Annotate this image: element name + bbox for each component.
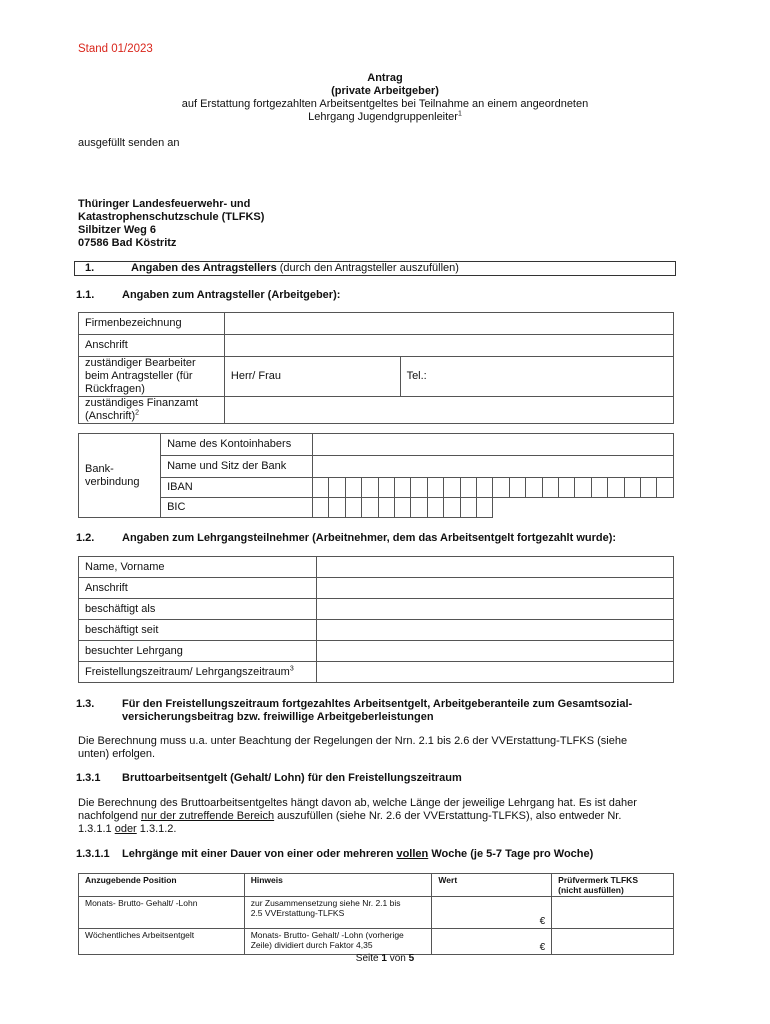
bic-digit[interactable] [394, 498, 410, 518]
bank-label: Bank- verbindung [79, 434, 161, 518]
footnote-ref-2: 2 [135, 409, 140, 417]
bic-label: BIC [161, 498, 313, 518]
bic-digit[interactable] [312, 498, 328, 518]
page-footer: Seite 1 von 5 [355, 953, 415, 964]
section-title: Angaben zum Lehrgangsteilnehmer (Arbeitnehmer, dem das Arbeitsentgelt fortgezahlt wurde): [122, 532, 617, 544]
account-holder-input[interactable] [312, 434, 673, 456]
title-line-1: Antrag [367, 72, 403, 84]
form-title [0, 72, 770, 124]
iban-digit[interactable] [312, 478, 328, 498]
participant-input[interactable] [316, 641, 673, 662]
row-check [552, 929, 674, 955]
contact-tel-input[interactable] [400, 357, 673, 397]
row-check [552, 897, 674, 929]
section-title-line: versicherungsbeitrag bzw. freiwillige Arbeitgeberleistungen [122, 711, 434, 723]
section-title-line: Für den Freistellungszeitraum fortgezahltes Arbeitsentgelt, Arbeitgeberanteile zum Gesamtsozial- [122, 698, 633, 710]
iban-digit[interactable] [378, 478, 394, 498]
iban-digit[interactable] [591, 478, 607, 498]
bank-table [78, 433, 674, 518]
iban-digit[interactable] [362, 478, 378, 498]
participant-label: Anschrift [79, 578, 317, 599]
bic-empty [493, 498, 674, 518]
bic-digit[interactable] [345, 498, 361, 518]
participant-input[interactable] [316, 599, 673, 620]
address-label: Anschrift [79, 335, 225, 357]
bic-digit[interactable] [362, 498, 378, 518]
recipient-address [78, 198, 264, 250]
bic-digit[interactable] [476, 498, 492, 518]
header-value: Wert [432, 874, 552, 897]
herr-frau-label: Herr/ Frau [230, 370, 282, 382]
title-line-2: (private Arbeitgeber) [331, 85, 439, 97]
firm-label: Firmenbezeichnung [79, 313, 225, 335]
iban-digit[interactable] [558, 478, 574, 498]
title-line-4: Lehrgang Jugendgruppenleiter$^1$ [308, 110, 462, 123]
section-1-header [74, 261, 676, 276]
tax-office-input[interactable] [224, 397, 673, 424]
section-1-3-heading [76, 698, 716, 728]
section-title: Angaben des Antragstellers (durch den Antragsteller auszufüllen) [131, 262, 459, 274]
title-line-3: auf Erstattung fortgezahlten Arbeitsentgeltes bei Teilnahme an einem angeordneten [181, 98, 589, 110]
iban-digit[interactable] [575, 478, 591, 498]
header-hint: Hinweis [244, 874, 432, 897]
iban-digit[interactable] [476, 478, 492, 498]
euro-sign: € [539, 942, 546, 953]
firm-input[interactable] [224, 313, 673, 335]
iban-digit[interactable] [444, 478, 460, 498]
account-holder-label: Name des Kontoinhabers [161, 434, 313, 456]
address-input[interactable] [224, 335, 673, 357]
iban-digit[interactable] [526, 478, 542, 498]
address-line: 07586 Bad Köstritz [78, 237, 177, 249]
participant-table [78, 556, 674, 683]
bic-digit[interactable] [444, 498, 460, 518]
section-number: 1.3.1.1 [76, 848, 110, 860]
header-check: Prüfvermerk TLFKS (nicht ausfüllen) [552, 874, 674, 897]
section-number: 1.2. [76, 532, 95, 544]
bank-name-input[interactable] [312, 456, 673, 478]
iban-digit[interactable] [657, 478, 674, 498]
iban-digit[interactable] [493, 478, 509, 498]
page-total: 5 [408, 953, 415, 964]
iban-digit[interactable] [608, 478, 624, 498]
row-position: Wöchentliches Arbeitsentgelt [79, 929, 245, 955]
calc-table [78, 873, 674, 955]
employer-table [78, 312, 674, 424]
participant-label: Name, Vorname [79, 557, 317, 578]
bic-digit[interactable] [460, 498, 476, 518]
bic-digit[interactable] [329, 498, 345, 518]
contact-label: zuständiger Bearbeiter beim Antragsteller (für Rückfragen) [79, 357, 225, 397]
address-line: Katastrophenschutzschule (TLFKS) [78, 211, 265, 223]
stand-date: Stand 01/2023 [78, 43, 153, 55]
bic-digit[interactable] [427, 498, 443, 518]
iban-digit[interactable] [624, 478, 640, 498]
row-value-input[interactable] [432, 929, 552, 955]
section-title: Lehrgänge mit einer Dauer von einer oder mehreren vollen Woche (je 5-7 Tage pro Woche) [122, 848, 594, 860]
participant-input[interactable] [316, 578, 673, 599]
bic-digit[interactable] [378, 498, 394, 518]
footnote-ref-1: 1 [457, 110, 462, 118]
section-number: 1.1. [76, 289, 95, 301]
participant-input[interactable] [316, 620, 673, 641]
participant-label: Freistellungszeitraum/ Lehrgangszeitraum$^3$ [79, 662, 317, 683]
iban-label: IBAN [161, 478, 313, 498]
iban-digit[interactable] [509, 478, 525, 498]
participant-label: beschäftigt als [79, 599, 317, 620]
participant-label: besuchter Lehrgang [79, 641, 317, 662]
participant-input[interactable] [316, 662, 673, 683]
participant-label: beschäftigt seit [79, 620, 317, 641]
tax-office-label: zuständiges Finanzamt (Anschrift)$^2$ [79, 397, 225, 424]
participant-input[interactable] [316, 557, 673, 578]
iban-digit[interactable] [394, 478, 410, 498]
row-hint: zur Zusammensetzung siehe Nr. 2.1 bis 2.5 VVErstattung-TLFKS [244, 897, 432, 929]
page-number: 1 [381, 953, 387, 964]
contact-name-input[interactable] [224, 357, 400, 397]
footnote-ref-3: 3 [289, 664, 294, 672]
paragraph-1-3-1: Die Berechnung des Bruttoarbeitsentgeltes hängt davon ab, welche Länge der jeweilige Lehrgang hat. Es ist daher nachfolgend nur der zutreffende Bereich auszufüllen (siehe Nr. 2.6 der VVErstattung-TLFKS), also entweder Nr. 1.3.1.1 oder 1.3.1.2. [78, 797, 637, 835]
address-line: Silbitzer Weg 6 [78, 224, 157, 236]
iban-digit[interactable] [542, 478, 558, 498]
paragraph-1-3: Die Berechnung muss u.a. unter Beachtung der Regelungen der Nrn. 2.1 bis 2.6 der VVErstattung-TLFKS (siehe unten) erfolgen. [78, 735, 628, 760]
iban-digit[interactable] [345, 478, 361, 498]
tel-label: Tel.: [406, 370, 427, 382]
row-value-input[interactable] [432, 897, 552, 929]
section-title: Bruttoarbeitsentgelt (Gehalt/ Lohn) für den Freistellungszeitraum [122, 772, 462, 784]
section-number: 1.3.1 [76, 772, 101, 784]
iban-digit[interactable] [641, 478, 657, 498]
section-title: Angaben zum Antragsteller (Arbeitgeber): [122, 289, 341, 301]
bank-name-label: Name und Sitz der Bank [161, 456, 313, 478]
address-line: Thüringer Landesfeuerwehr- und [78, 198, 251, 210]
section-number: 1.3. [76, 698, 95, 710]
send-to-label: ausgefüllt senden an [78, 137, 180, 149]
bic-digit[interactable] [411, 498, 427, 518]
iban-digit[interactable] [329, 478, 345, 498]
header-position: Anzugebende Position [79, 874, 245, 897]
row-position: Monats- Brutto- Gehalt/ -Lohn [79, 897, 245, 929]
iban-digit[interactable] [427, 478, 443, 498]
iban-digit[interactable] [411, 478, 427, 498]
euro-sign: € [539, 916, 546, 927]
iban-digit[interactable] [460, 478, 476, 498]
row-hint: Monats- Brutto- Gehalt/ -Lohn (vorherige Zeile) dividiert durch Faktor 4,35 [244, 929, 432, 955]
section-number: 1. [85, 262, 95, 274]
